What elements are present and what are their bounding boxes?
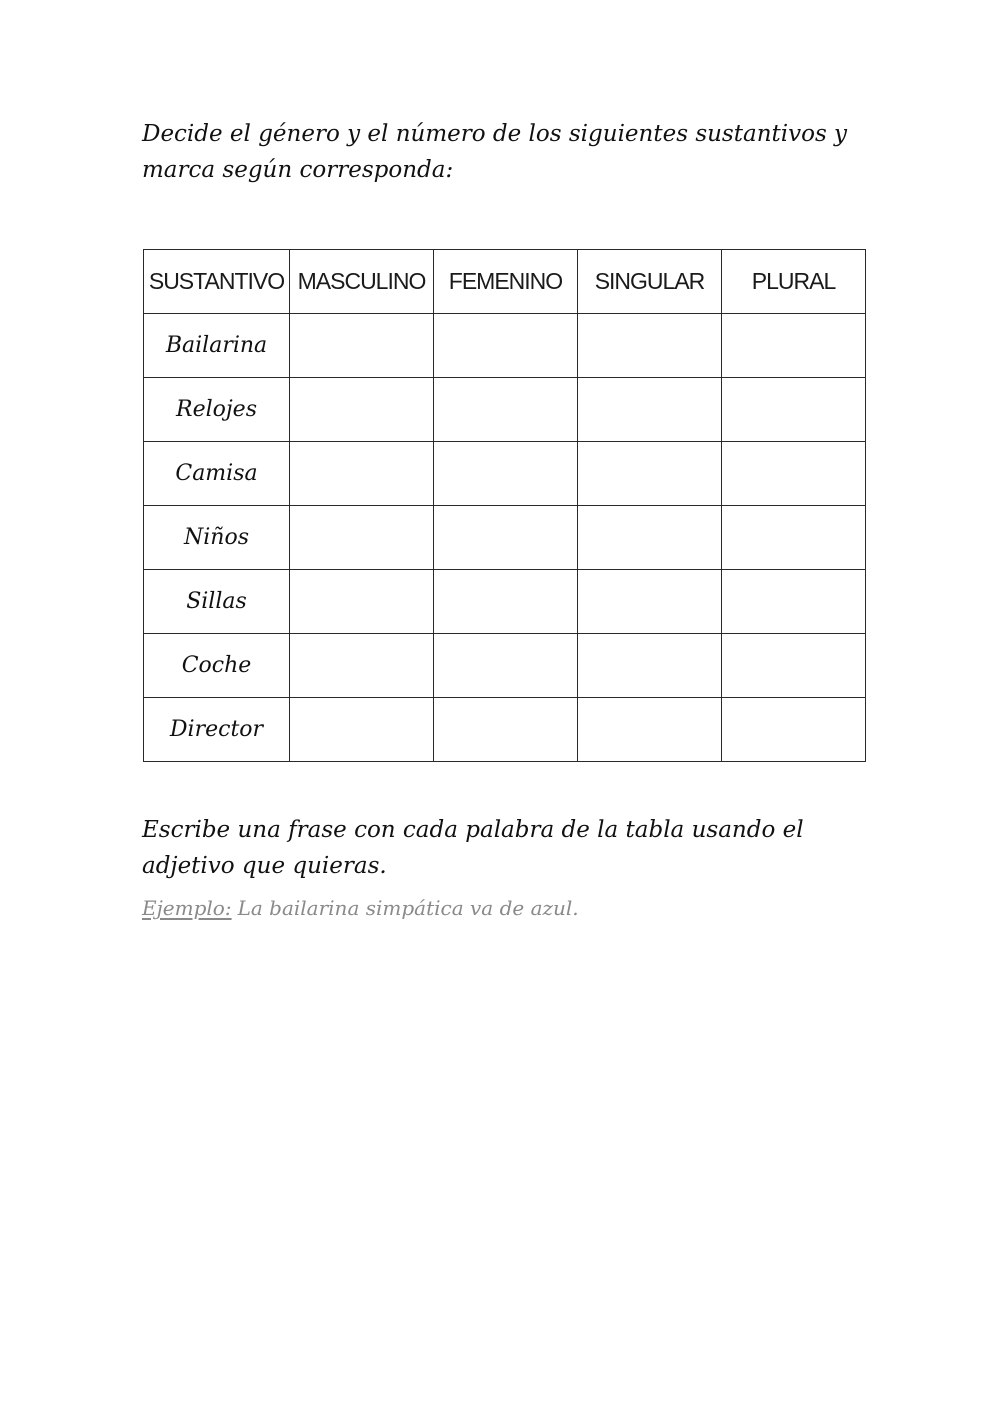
singular-cell[interactable] bbox=[578, 314, 722, 378]
singular-cell[interactable] bbox=[578, 634, 722, 698]
femenino-cell[interactable] bbox=[434, 314, 578, 378]
table-row bbox=[144, 378, 866, 442]
plural-cell[interactable] bbox=[722, 634, 866, 698]
plural-cell[interactable] bbox=[722, 570, 866, 634]
example-line bbox=[142, 896, 579, 920]
masculino-cell[interactable] bbox=[290, 506, 434, 570]
header-femenino: FEMENINO bbox=[434, 250, 578, 314]
singular-cell[interactable] bbox=[578, 506, 722, 570]
femenino-cell[interactable] bbox=[434, 442, 578, 506]
masculino-cell[interactable] bbox=[290, 634, 434, 698]
table-row bbox=[144, 634, 866, 698]
plural-cell[interactable] bbox=[722, 698, 866, 762]
instruction-gender-number: Decide el género y el número de los siguientes sustantivos y marca según corresponda: bbox=[142, 121, 848, 183]
table-row bbox=[144, 570, 866, 634]
noun-cell: Sillas bbox=[144, 570, 290, 634]
header-masculino: MASCULINO bbox=[290, 250, 434, 314]
masculino-cell[interactable] bbox=[290, 698, 434, 762]
example-sentence: La bailarina simpática va de azul. bbox=[237, 896, 579, 920]
femenino-cell[interactable] bbox=[434, 378, 578, 442]
example-label: Ejemplo: bbox=[142, 896, 232, 920]
singular-cell[interactable] bbox=[578, 442, 722, 506]
plural-cell[interactable] bbox=[722, 442, 866, 506]
header-singular: SINGULAR bbox=[578, 250, 722, 314]
noun-cell: Bailarina bbox=[144, 314, 290, 378]
instruction-write-sentence: Escribe una frase con cada palabra de la tabla usando el adjetivo que quieras. bbox=[142, 817, 804, 879]
plural-cell[interactable] bbox=[722, 378, 866, 442]
header-plural: PLURAL bbox=[722, 250, 866, 314]
singular-cell[interactable] bbox=[578, 378, 722, 442]
masculino-cell[interactable] bbox=[290, 314, 434, 378]
noun-cell: Director bbox=[144, 698, 290, 762]
noun-classification-table bbox=[143, 249, 866, 762]
femenino-cell[interactable] bbox=[434, 634, 578, 698]
masculino-cell[interactable] bbox=[290, 570, 434, 634]
noun-cell: Niños bbox=[144, 506, 290, 570]
masculino-cell[interactable] bbox=[290, 378, 434, 442]
noun-cell: Relojes bbox=[144, 378, 290, 442]
table-row bbox=[144, 698, 866, 762]
masculino-cell[interactable] bbox=[290, 442, 434, 506]
singular-cell[interactable] bbox=[578, 570, 722, 634]
table-row bbox=[144, 506, 866, 570]
femenino-cell[interactable] bbox=[434, 570, 578, 634]
table-row bbox=[144, 442, 866, 506]
table-row bbox=[144, 314, 866, 378]
femenino-cell[interactable] bbox=[434, 698, 578, 762]
plural-cell[interactable] bbox=[722, 314, 866, 378]
singular-cell[interactable] bbox=[578, 698, 722, 762]
header-sustantivo: SUSTANTIVO bbox=[144, 250, 290, 314]
table-header-row bbox=[144, 250, 866, 314]
noun-cell: Camisa bbox=[144, 442, 290, 506]
noun-cell: Coche bbox=[144, 634, 290, 698]
femenino-cell[interactable] bbox=[434, 506, 578, 570]
plural-cell[interactable] bbox=[722, 506, 866, 570]
